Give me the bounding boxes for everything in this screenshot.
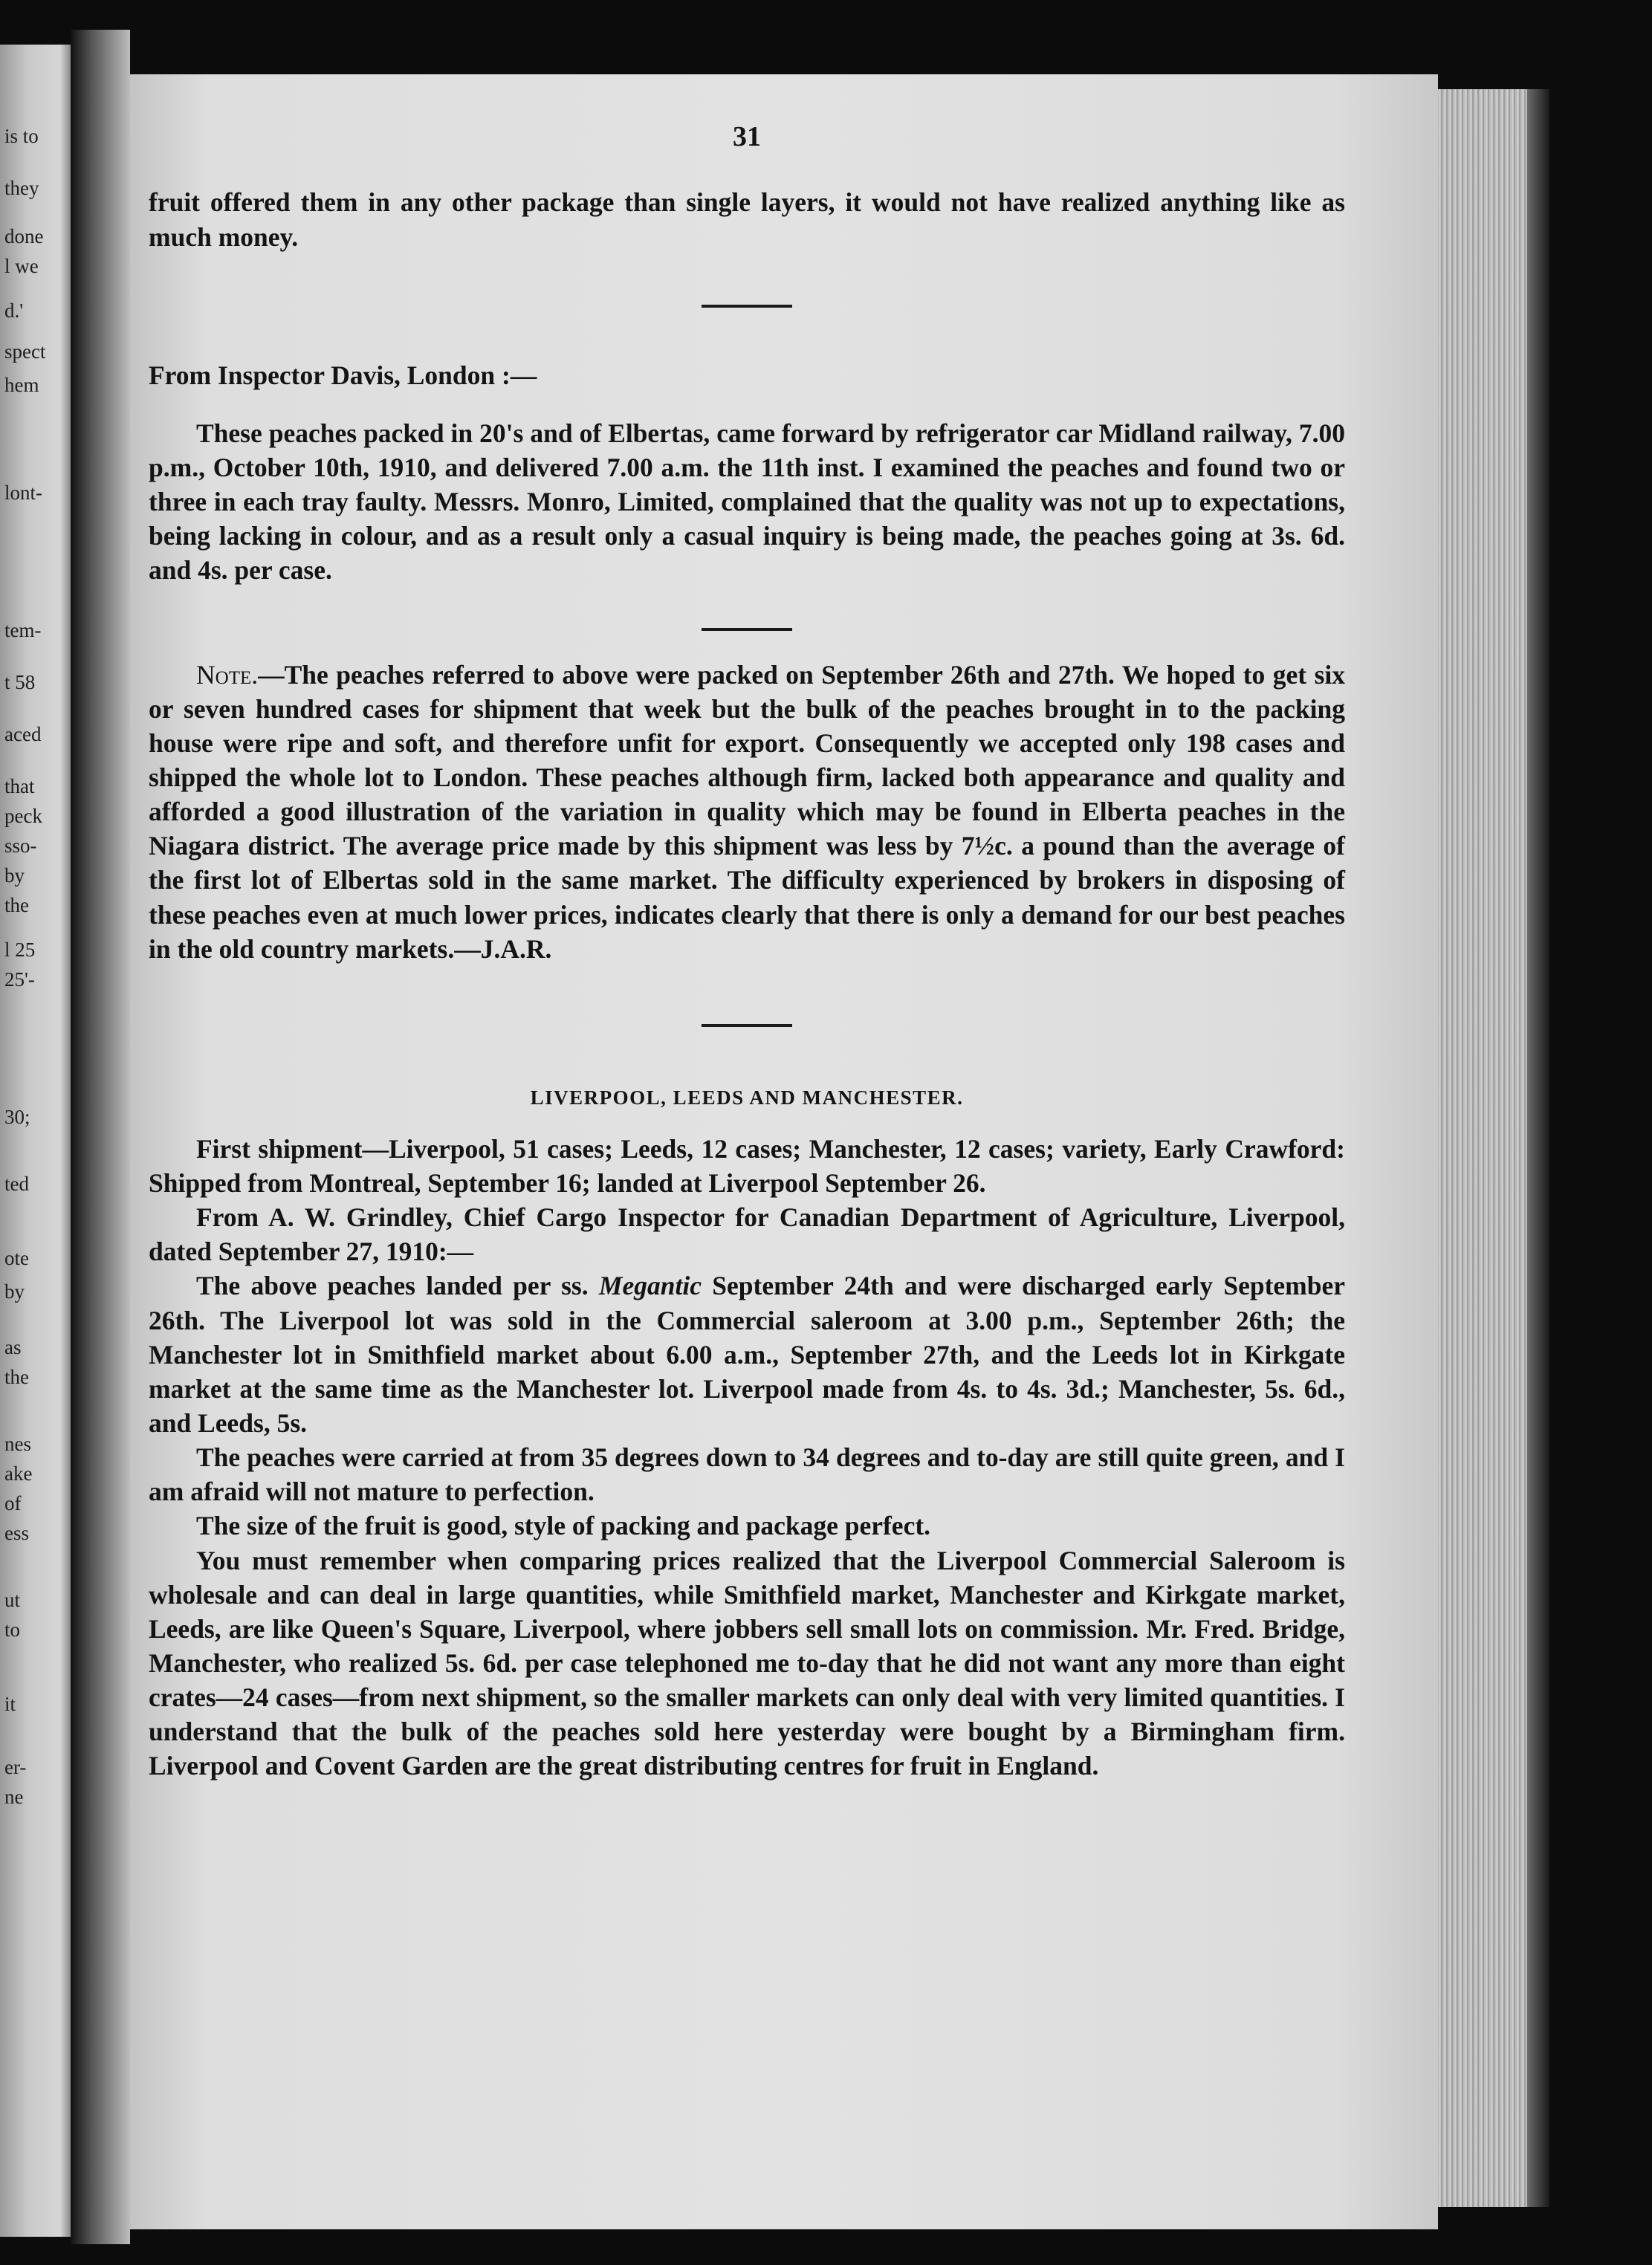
left-page-fragment: ut (4, 1589, 21, 1611)
left-page-fragment: done (4, 225, 44, 247)
left-page-fragment: as (4, 1336, 22, 1358)
left-page-fragment: nes (4, 1433, 31, 1455)
left-page-fragment: peck (4, 805, 42, 827)
left-page-fragment: t 58 (4, 671, 36, 693)
first-shipment: First shipment—Liverpool, 51 cases; Leeds, 12 cases; Manchester, 12 cases; variety, Early Crawford: Shipped from Montreal, September 16; landed at Liverpool September 26. (149, 1133, 1345, 1199)
ship-name: Megantic (598, 1271, 702, 1301)
left-page-fragment: sso- (4, 835, 37, 857)
left-page-fragment: lont- (4, 482, 42, 504)
left-page-fragment: by (4, 864, 25, 887)
left-page-fragment: the (4, 894, 29, 916)
left-page-fragment: tem- (4, 619, 42, 641)
left-page-fragment: to (4, 1618, 21, 1641)
left-page-fragment: ne (4, 1786, 24, 1808)
left-facing-page (0, 45, 71, 2237)
grindley-p1-after: September 24th and were discharged early September 26th. The Liverpool lot was sold in the Commercial saleroom at 3.00 p.m., September 26th; the Manchester lot in Smithfield market about 6.00 a.m., September 27th, and the Leeds lot in Kirkgate market at the same time as the Manchester lot. Liverpool made from 4s. to 4s. 3d.; Manchester, 5s. 6d., and Leeds, 5s. (149, 1271, 1345, 1438)
book-gutter (71, 30, 130, 2244)
left-page-fragment: l we (4, 255, 39, 277)
opening-paragraph: fruit offered them in any other package than single layers, it would not have realized anything like as much money. (149, 187, 1345, 252)
left-page-fragment: ess (4, 1522, 29, 1544)
section-title: LIVERPOOL, LEEDS AND MANCHESTER. (530, 1086, 964, 1109)
note-paragraph (149, 658, 1345, 966)
divider-1 (702, 305, 792, 308)
left-page-fragment: er- (4, 1756, 27, 1778)
grindley-intro: From A. W. Grindley, Chief Cargo Inspector for Canadian Department of Agriculture, Liverpool, dated September 27, 1910:— (149, 1202, 1345, 1267)
page-edges-shadow (1527, 89, 1549, 2207)
page-content (149, 119, 1345, 1783)
divider-3 (702, 1024, 792, 1027)
grindley-paragraph-2: The peaches were carried at from 35 degrees down to 34 degrees and to-day are still quite green, and I am afraid will not mature to perfection. (149, 1442, 1345, 1507)
left-page-fragment: ote (4, 1247, 29, 1269)
note-body: —The peaches referred to above were packed on September 26th and 27th. We hoped to get six or seven hundred cases for shipment that week but the bulk of the peaches brought in to the packing house were ripe and soft, and therefore unfit for export. Consequently we accepted only 198 cases and shipped the whole lot to London. These peaches although firm, lacked both appearance and quality and afforded a good illustration of the variation in quality which may be found in Elberta peaches in the Niagara district. The average price made by this shipment was less by 7½c. a pound than the average of the first lot of Elbertas sold in the same market. The difficulty experienced by brokers in disposing of these peaches even at much lower prices, indicates clearly that there is only a demand for our best peaches in the old country markets.—J.A.R. (149, 659, 1345, 964)
left-page-fragment: of (4, 1492, 22, 1514)
left-page-fragment: hem (4, 374, 39, 396)
divider-2 (702, 628, 792, 631)
grindley-paragraph-3: The size of the fruit is good, style of packing and package perfect. (196, 1511, 931, 1541)
left-page-fragment: 25'- (4, 968, 35, 991)
note-label: Note. (196, 659, 259, 690)
left-page-fragment: by (4, 1280, 25, 1303)
davis-report: These peaches packed in 20's and of Elbertas, came forward by refrigerator car Midland railway, 7.00 p.m., October 10th, 1910, and delivered 7.00 a.m. the 11th inst. I examined the peaches and found two or three in each tray faulty. Messrs. Monro, Limited, complained that the quality was not up to expectations, being lacking in colour, and as a result only a casual inquiry is being made, the peaches going at 3s. 6d. and 4s. per case. (149, 418, 1345, 586)
left-page-fragment: they (4, 177, 39, 199)
left-page-fragment: aced (4, 723, 42, 745)
left-page-fragment: ted (4, 1173, 29, 1195)
left-page-fragment: ake (4, 1462, 33, 1485)
left-page-fragment: the (4, 1366, 29, 1388)
left-page-fragment: is to (4, 125, 39, 147)
grindley-p1-before: The above peaches landed per ss. (196, 1271, 599, 1301)
davis-heading: From Inspector Davis, London :— (149, 360, 537, 390)
left-page-fragment: that (4, 775, 35, 797)
page-number: 31 (733, 121, 761, 152)
left-page-fragment: 30; (4, 1106, 30, 1128)
left-page-fragment: d.' (4, 299, 24, 322)
grindley-paragraph-4: You must remember when comparing prices realized that the Liverpool Commercial Saleroom is wholesale and can deal in large quantities, while Smithfield market, Manchester and Kirkgate market, Leeds, are like Queen's Square, Liverpool, where jobbers sell small lots on commission. Mr. Fred. Bridge, Manchester, who realized 5s. 6d. per case telephoned me to-day that he did not want any more than eight crates—24 cases—from next shipment, so the smaller markets can only deal with very limited quantities. I understand that the bulk of the peaches sold here yesterday were bought by a Birmingham firm. Liverpool and Covent Garden are the great distributing centres for fruit in England. (149, 1545, 1345, 1781)
page-edges (1438, 89, 1527, 2207)
left-page-fragment: l 25 (4, 939, 36, 961)
grindley-paragraph-1 (149, 1268, 1345, 1440)
left-page-fragment: it (4, 1693, 16, 1715)
left-page-fragment: spect (4, 340, 46, 363)
